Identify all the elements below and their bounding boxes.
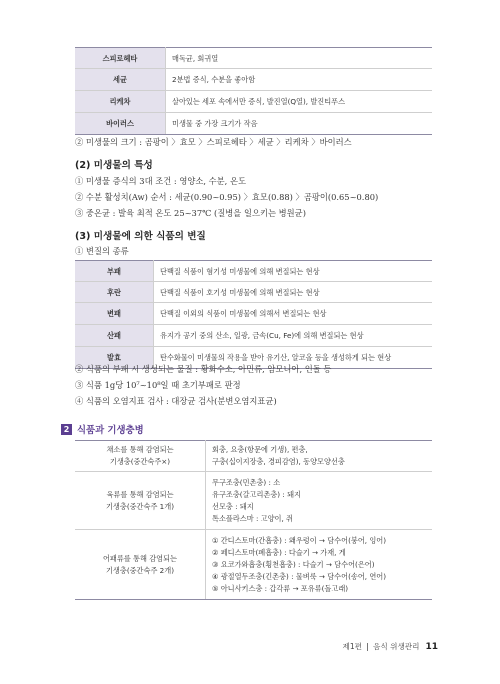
value-line: 톡소플라스마 : 고양이, 쥐 [212,513,293,523]
table-value [206,530,433,600]
table-row [75,530,432,600]
key-line: 채소를 통해 감염되는 [106,445,174,454]
value-line: ③ 요코가와흡충(횡천흡충) : 다슬기 → 담수어(은어) [212,559,375,569]
value-line: 구충(십이지장충, 경피감염), 동양모양선충 [212,457,345,466]
after-line-3: ③ 식품 1g당 10⁷~10⁸일 때 초기부패로 판정 [75,380,241,390]
value-line: 유구조충(갈고리촌충) : 돼지 [212,489,301,499]
spoilage-kinds-text: ① 변질의 종류 [75,246,129,256]
table-value: 단백질 이외의 식품이 미생물에 의해서 변질되는 현상 [154,303,433,325]
table-row [75,261,432,282]
table-key: 스피로헤타 [75,48,166,69]
value-line: ⑤ 아니사키스충 : 갑각류 → 포유류(돌고래) [212,583,349,593]
table-value: 유지가 공기 중의 산소, 일광, 금속(Cu, Fe)에 의해 변질되는 현상 [154,325,433,347]
table-row [75,91,432,113]
section-header [61,422,144,436]
char-line-3: ③ 중온균 : 발육 최적 온도 25~37℃ (질병을 일으키는 병원균) [75,208,306,218]
table-value: 매독균, 회귀열 [166,48,433,69]
after-line-4: ④ 식품의 오염지표 검사 : 대장균 검사(분변오염지표균) [75,396,277,406]
table-value: 2분법 증식, 수분을 좋아함 [166,69,433,91]
spoilage-table [75,260,432,369]
char-line-2: ② 수분 활성치(Aw) 순서 : 세균(0.90~0.95) 〉효모(0.88) 〉곰팡이(0.65~0.80) [75,192,379,202]
table-key [75,441,206,472]
table-key: 변패 [75,303,154,325]
table-key: 후란 [75,282,154,303]
table-value: 탄수화물이 미생물의 작용을 받아 유기산, 알코올 등을 생성하게 되는 현상 [154,347,433,369]
table-key: 발효 [75,347,154,369]
footer-part: 제1편 [342,642,363,651]
char-line-1: ① 미생물 증식의 3대 조건 : 영양소, 수분, 온도 [75,176,246,186]
key-line: 기생충(중간숙주 2개) [105,565,174,575]
value-line: 선모충 : 돼지 [212,501,254,511]
table-row [75,113,432,135]
table-key: 리케차 [75,91,166,113]
table-key: 부패 [75,261,154,282]
table-value: 단백질 식품이 호기성 미생물에 의해 변질되는 현상 [154,282,433,303]
table-row [75,472,432,530]
after-line-2: ② 식품의 부패 시 생성되는 물질 : 황화수소, 아민류, 암모니아, 인돌 등 [75,364,332,374]
microbe-table [75,47,432,135]
key-line: 육류를 통해 감염되는 [106,489,174,499]
table-value [206,472,433,530]
table-value: 단백질 식품이 혐기성 미생물에 의해 변질되는 현상 [154,261,433,282]
size-order-text: ② 미생물의 크기 : 곰팡이 〉효모 〉스피로헤타 〉세균 〉리케차 〉바이러스 [75,137,352,147]
table-row [75,282,432,303]
table-row [75,303,432,325]
value-line: ① 간디스토마(간흡충) : 왜우렁이 → 담수어(붕어, 잉어) [212,535,387,545]
footer-divider [367,643,368,651]
page-number: 11 [425,641,438,652]
table-value: 살아있는 세포 속에서만 증식, 발진열(Q열), 발진티푸스 [166,91,433,113]
table-key: 세균 [75,69,166,91]
table-row [75,325,432,347]
heading-characteristics: (2) 미생물의 특성 [75,160,153,171]
table-key: 바이러스 [75,113,166,135]
table-row [75,441,432,472]
table-row [75,48,432,69]
key-line: 기생충(중간숙주 1개) [105,501,174,511]
page-footer [343,641,438,652]
table-key [75,472,206,530]
value-line: 무구조충(민촌충) : 소 [212,477,281,487]
footer-subject: 음식 위생관리 [373,642,420,651]
value-line: 회충, 요충(항문에 기생), 편충, [212,445,308,454]
table-key: 산패 [75,325,154,347]
heading-spoilage: (3) 미생물에 의한 식품의 변질 [75,231,206,242]
parasite-table [75,440,432,600]
section-title: 식품과 기생충병 [77,425,144,436]
table-value: 미생물 중 가장 크기가 작음 [166,113,433,135]
value-line: ④ 광절열두조충(긴촌충) : 물벼룩 → 담수어(송어, 연어) [212,571,387,581]
table-key [75,530,206,600]
table-row [75,69,432,91]
value-line: ② 페디스토마(폐흡충) : 다슬기 → 가재, 게 [212,547,346,557]
key-line: 기생충(중간숙주×) [109,457,171,466]
section-number-badge: 2 [61,424,72,435]
key-line: 어패류를 통해 감염되는 [102,553,177,563]
table-value [206,441,433,472]
